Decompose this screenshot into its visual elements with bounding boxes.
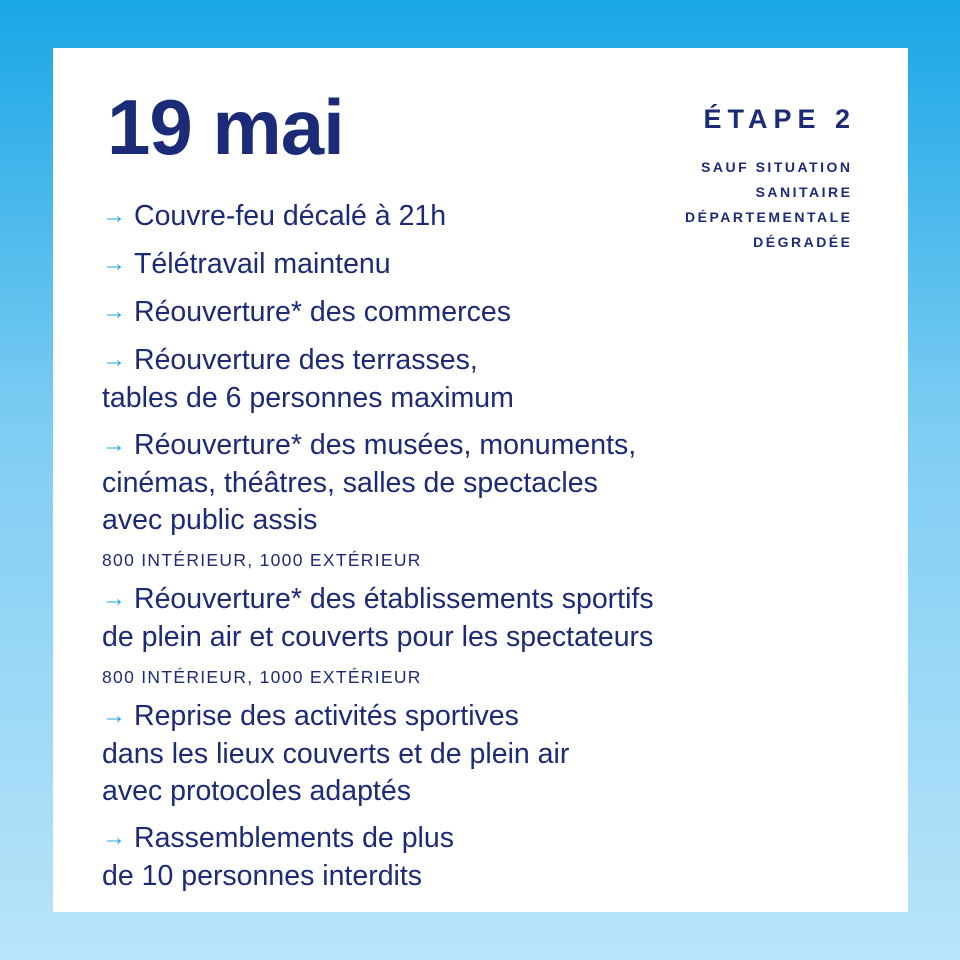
- stage-label: ÉTAPE 2: [703, 104, 856, 134]
- list-item-text: Réouverture des terrasses,: [134, 344, 478, 376]
- list-item-line: [102, 736, 822, 773]
- arrow-right-icon: →: [102, 250, 126, 277]
- list-item: [102, 246, 822, 284]
- list-item-line: [102, 820, 822, 858]
- list-item-text: cinémas, théâtres, salles de spectacles: [102, 467, 598, 499]
- list-item-line: [102, 619, 822, 656]
- list-item-line: [102, 246, 822, 284]
- list-item-text: avec public assis: [102, 504, 318, 536]
- capacity-note: 800 INTÉRIEUR, 1000 EXTÉRIEUR: [102, 550, 422, 570]
- stage-note-line: SAUF SITUATION: [701, 159, 853, 175]
- list-item-line: [102, 380, 822, 417]
- list-item-text: Couvre-feu décalé à 21h: [134, 200, 447, 232]
- list-item-line: [102, 858, 822, 895]
- list-item-text: Réouverture* des commerces: [134, 296, 511, 328]
- list-item: [102, 698, 822, 810]
- arrow-right-icon: →: [102, 202, 126, 229]
- list-item-line: [102, 502, 822, 539]
- list-item-text: Reprise des activités sportives: [134, 700, 519, 732]
- list-item-text: avec protocoles adaptés: [102, 775, 411, 807]
- arrow-right-icon: →: [102, 702, 126, 729]
- page-title: 19 mai: [107, 83, 344, 171]
- arrow-right-icon: →: [102, 824, 126, 851]
- list-item-line: [102, 294, 822, 332]
- list-item-text: tables de 6 personnes maximum: [102, 382, 514, 414]
- list-item: [102, 581, 822, 688]
- measures-list: [102, 198, 822, 905]
- list-item-line: [102, 427, 822, 465]
- arrow-right-icon: →: [102, 298, 126, 325]
- list-item: [102, 820, 822, 895]
- stage-note-line: DÉPARTEMENTALE: [685, 209, 853, 225]
- list-item: [102, 342, 822, 417]
- list-item-text: Rassemblements de plus: [134, 822, 454, 854]
- arrow-right-icon: →: [102, 431, 126, 458]
- list-item: [102, 198, 822, 236]
- list-item-line: [102, 342, 822, 380]
- list-item-line: [102, 581, 822, 619]
- list-item-line: [102, 465, 822, 502]
- arrow-right-icon: →: [102, 585, 126, 612]
- stage-note-line: DÉGRADÉE: [753, 234, 853, 250]
- list-item-text: dans les lieux couverts et de plein air: [102, 738, 570, 770]
- list-item-line: [102, 198, 822, 236]
- stage-note-line: SANITAIRE: [755, 184, 853, 200]
- list-item-text: Réouverture* des musées, monuments,: [134, 429, 637, 461]
- list-item: [102, 294, 822, 332]
- list-item-text: de plein air et couverts pour les spectateurs: [102, 621, 654, 653]
- capacity-note: 800 INTÉRIEUR, 1000 EXTÉRIEUR: [102, 667, 422, 687]
- arrow-right-icon: →: [102, 346, 126, 373]
- list-item: [102, 427, 822, 571]
- list-item-text: Réouverture* des établissements sportifs: [134, 583, 654, 615]
- list-item-line: [102, 773, 822, 810]
- list-item-text: Télétravail maintenu: [134, 248, 391, 280]
- list-item-line: [102, 698, 822, 736]
- list-item-text: de 10 personnes interdits: [102, 860, 423, 892]
- announcement-card: [53, 48, 908, 912]
